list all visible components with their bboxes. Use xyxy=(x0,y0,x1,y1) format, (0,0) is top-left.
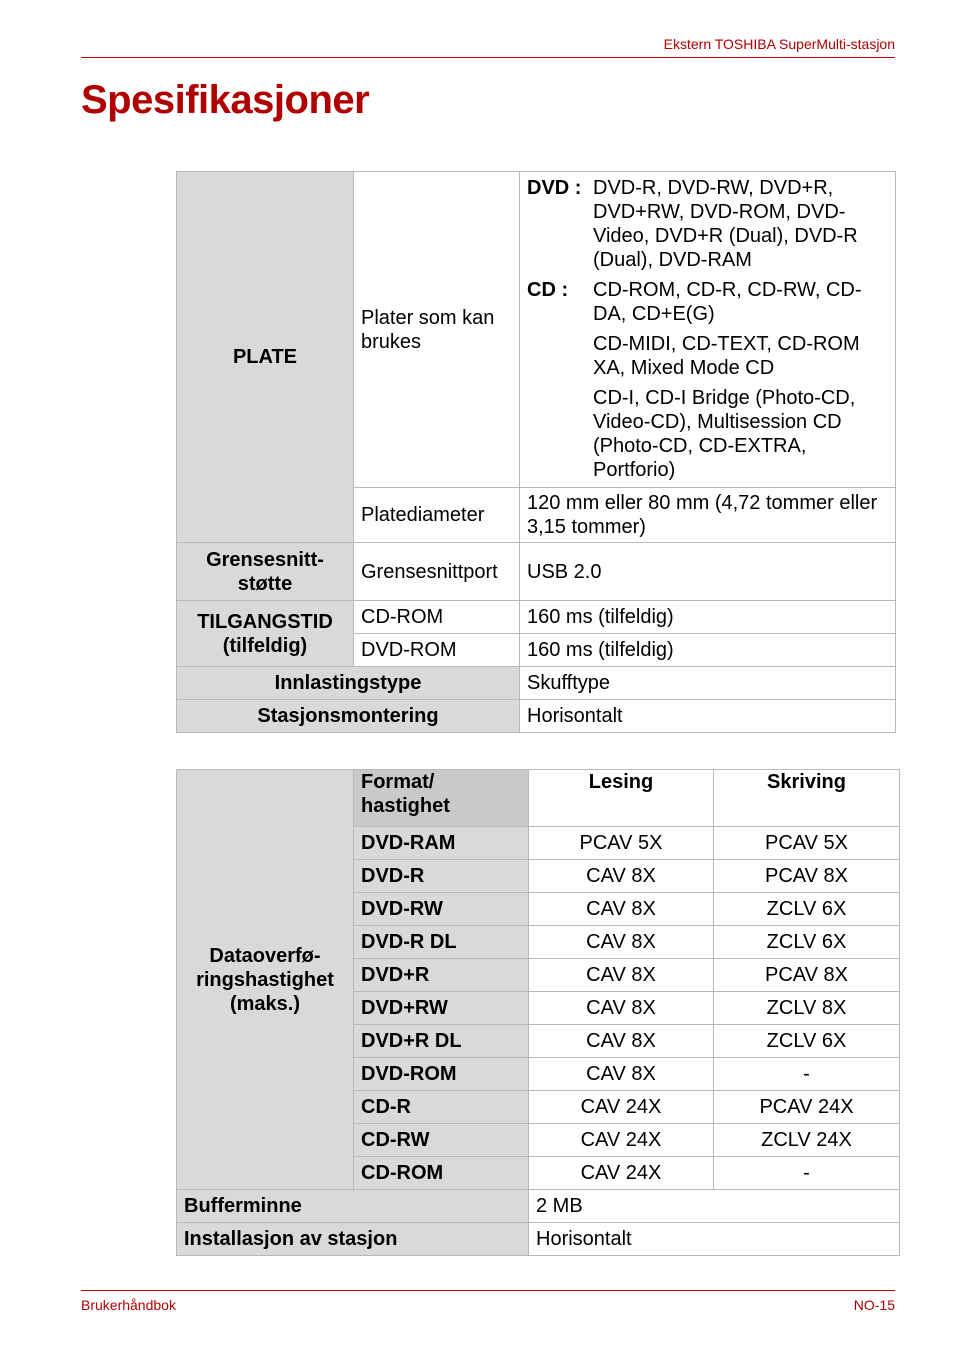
write-speed-cell: ZCLV 24X xyxy=(714,1124,900,1157)
format-cell: DVD-R DL xyxy=(354,926,529,959)
mounting-value: Horisontalt xyxy=(520,700,896,733)
read-speed-cell: CAV 8X xyxy=(529,1025,714,1058)
read-speed-cell: CAV 8X xyxy=(529,959,714,992)
footer-rule xyxy=(81,1290,895,1291)
access-value: 160 ms (tilfeldig) xyxy=(520,601,896,634)
format-cell: DVD-R xyxy=(354,860,529,893)
dvd-key: DVD : xyxy=(527,177,582,199)
plate-label: PLATE xyxy=(177,172,354,543)
mounting-label: Stasjonsmontering xyxy=(177,700,520,733)
write-speed-cell: ZCLV 6X xyxy=(714,893,900,926)
access-media: DVD-ROM xyxy=(354,634,520,667)
install-label: Installasjon av stasjon xyxy=(177,1223,529,1256)
spec-table-media xyxy=(176,171,896,733)
interface-label: Grensesnitt-støtte xyxy=(177,543,354,601)
diameter-value: 120 mm eller 80 mm (4,72 tommer eller 3,15 tommer) xyxy=(520,488,896,543)
write-speed-cell: PCAV 8X xyxy=(714,959,900,992)
access-media: CD-ROM xyxy=(354,601,520,634)
usable-discs-value xyxy=(520,172,896,488)
cd-formats-3: CD-I, CD-I Bridge (Photo-CD, Video-CD), Multisession CD (Photo-CD, CD-EXTRA, Portforio) xyxy=(593,387,856,481)
loading-type-value: Skufftype xyxy=(520,667,896,700)
buffer-label: Bufferminne xyxy=(177,1190,529,1223)
cd-formats-1: CD-ROM, CD-R, CD-RW, CD-DA, CD+E(G) xyxy=(593,279,862,325)
read-speed-cell: CAV 24X xyxy=(529,1157,714,1190)
install-value: Horisontalt xyxy=(529,1223,900,1256)
write-header: Skriving xyxy=(714,770,900,827)
cd-formats-2: CD-MIDI, CD-TEXT, CD-ROM XA, Mixed Mode CD xyxy=(593,333,860,379)
read-header: Lesing xyxy=(529,770,714,827)
spec-table-speed xyxy=(176,769,900,1256)
write-speed-cell: PCAV 8X xyxy=(714,860,900,893)
write-speed-cell: PCAV 24X xyxy=(714,1091,900,1124)
read-speed-cell: CAV 8X xyxy=(529,893,714,926)
transfer-rate-label: Dataoverfø-ringshastighet (maks.) xyxy=(177,770,354,1190)
read-speed-cell: CAV 8X xyxy=(529,992,714,1025)
format-cell: CD-R xyxy=(354,1091,529,1124)
format-cell: DVD-RW xyxy=(354,893,529,926)
write-speed-cell: ZCLV 6X xyxy=(714,926,900,959)
read-speed-cell: PCAV 5X xyxy=(529,827,714,860)
format-cell: DVD-ROM xyxy=(354,1058,529,1091)
format-cell: CD-ROM xyxy=(354,1157,529,1190)
format-cell: DVD-RAM xyxy=(354,827,529,860)
interface-port-value: USB 2.0 xyxy=(520,543,896,601)
dvd-formats: DVD-R, DVD-RW, DVD+R, DVD+RW, DVD-ROM, DVD-Video, DVD+R (Dual), DVD-R (Dual), DVD-RAM xyxy=(593,177,858,271)
footer-manual-name: Brukerhåndbok xyxy=(81,1297,176,1313)
access-value: 160 ms (tilfeldig) xyxy=(520,634,896,667)
write-speed-cell: PCAV 5X xyxy=(714,827,900,860)
read-speed-cell: CAV 8X xyxy=(529,926,714,959)
write-speed-cell: ZCLV 6X xyxy=(714,1025,900,1058)
format-cell: DVD+R DL xyxy=(354,1025,529,1058)
header-rule xyxy=(81,57,895,58)
buffer-value: 2 MB xyxy=(529,1190,900,1223)
format-cell: DVD+R xyxy=(354,959,529,992)
cd-key: CD : xyxy=(527,279,569,301)
running-header: Ekstern TOSHIBA SuperMulti-stasjon xyxy=(663,36,895,52)
format-cell: DVD+RW xyxy=(354,992,529,1025)
page-title: Spesifikasjoner xyxy=(81,78,370,122)
format-header: Format/ hastighet xyxy=(354,770,529,827)
format-cell: CD-RW xyxy=(354,1124,529,1157)
read-speed-cell: CAV 8X xyxy=(529,1058,714,1091)
interface-port-label: Grensesnittport xyxy=(354,543,520,601)
read-speed-cell: CAV 24X xyxy=(529,1091,714,1124)
write-speed-cell: - xyxy=(714,1058,900,1091)
read-speed-cell: CAV 24X xyxy=(529,1124,714,1157)
usable-discs-label: Plater som kan brukes xyxy=(354,172,520,488)
page-number: NO-15 xyxy=(853,1297,895,1313)
loading-type-label: Innlastingstype xyxy=(177,667,520,700)
write-speed-cell: ZCLV 8X xyxy=(714,992,900,1025)
access-time-label: TILGANGSTID (tilfeldig) xyxy=(177,601,354,667)
write-speed-cell: - xyxy=(714,1157,900,1190)
read-speed-cell: CAV 8X xyxy=(529,860,714,893)
diameter-label: Platediameter xyxy=(354,488,520,543)
